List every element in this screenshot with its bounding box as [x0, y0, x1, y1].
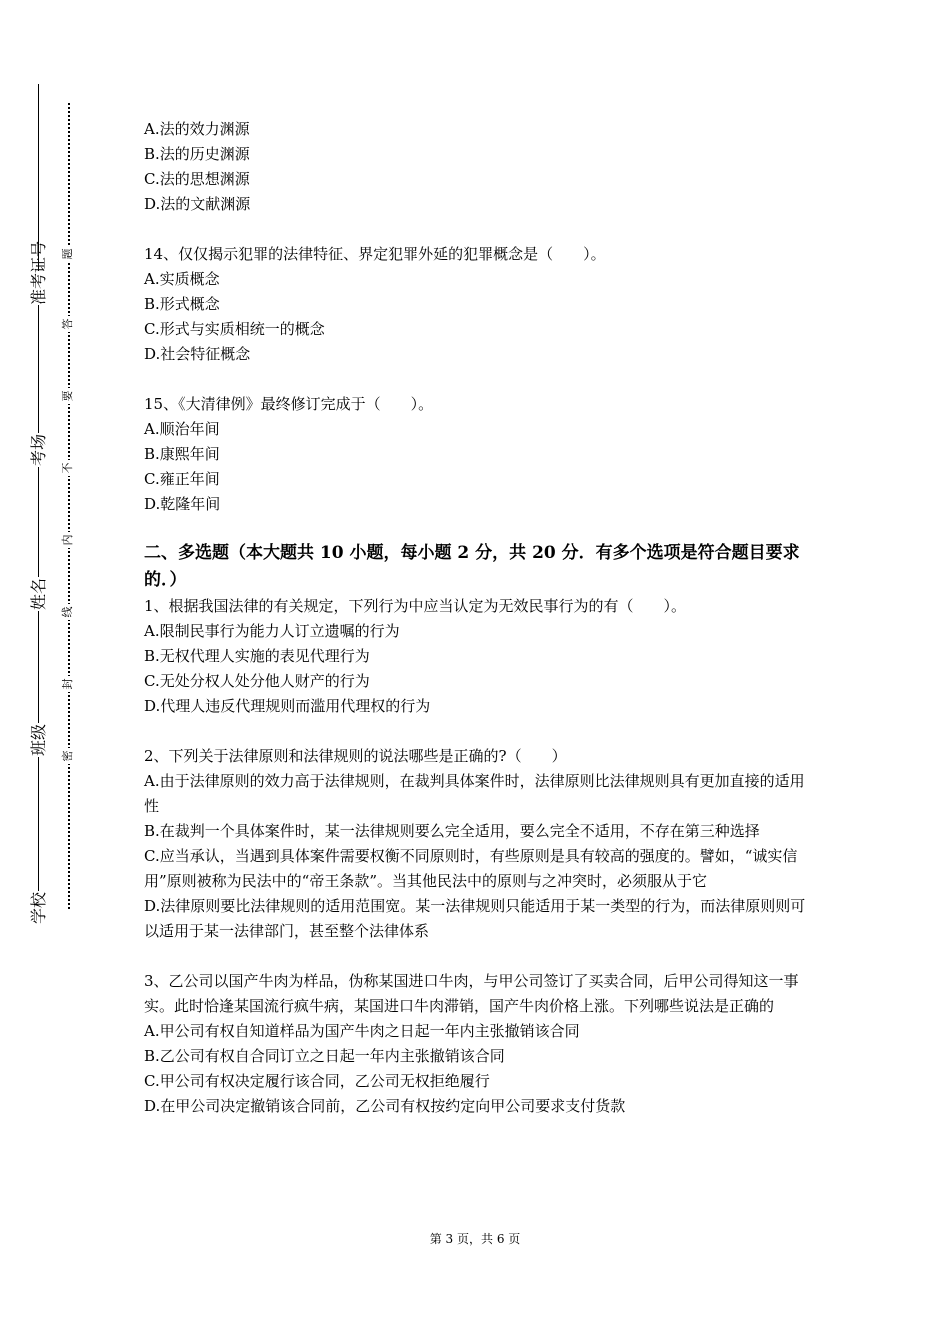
option-c: C.法的思想渊源 — [144, 170, 250, 188]
option-b: B.形式概念 — [144, 295, 220, 313]
option-a: A.由于法律原则的效力高于法律规则，在裁判具体案件时，法律原则比法律规则具有更加直接的适用性 — [144, 772, 805, 815]
option-a: A.甲公司有权自知道样品为国产牛肉之日起一年内主张撤销该合同 — [144, 1022, 580, 1040]
option-a: A.顺治年间 — [144, 420, 220, 438]
multi-question-1 — [144, 594, 812, 719]
option-c: C.甲公司有权决定履行该合同，乙公司无权拒绝履行 — [144, 1072, 490, 1090]
seal-char-2: 答 — [60, 316, 76, 332]
option-b: B.在裁判一个具体案件时，某一法律规则要么完全适用，要么完全不适用，不存在第三种选择 — [144, 822, 760, 840]
question-stem: 1、根据我国法律的有关规定，下列行为中应当认定为无效民事行为的有（ ）。 — [144, 597, 687, 615]
option-d: D.代理人违反代理规则而滥用代理权的行为 — [144, 697, 431, 715]
exam-room-label: 考场 — [29, 434, 48, 467]
option-b: B.康熙年间 — [144, 445, 220, 463]
option-b: B.乙公司有权自合同订立之日起一年内主张撤销该合同 — [144, 1047, 505, 1065]
option-c: C.雍正年间 — [144, 470, 220, 488]
option-a: A.法的效力渊源 — [144, 120, 250, 138]
exam-content — [144, 117, 812, 1144]
seal-char-7: 封 — [60, 676, 76, 692]
multi-question-2 — [144, 744, 812, 944]
seal-char-3: 要 — [60, 388, 76, 404]
seal-char-5: 内 — [60, 532, 76, 548]
question-14 — [144, 242, 812, 367]
option-b: B.法的历史渊源 — [144, 145, 250, 163]
school-label: 学校 — [29, 892, 48, 925]
name-label: 姓名 — [29, 578, 48, 611]
exam-number-label: 准考证号 — [29, 240, 48, 305]
option-d: D.社会特征概念 — [144, 345, 251, 363]
option-d: D.法律原则要比法律规则的适用范围宽。某一法律规则只能适用于某一类型的行为，而法律原则则可以适用于某一法律部门，甚至整个法律体系 — [144, 897, 806, 940]
question-stem: 14、仅仅揭示犯罪的法律特征、界定犯罪外延的犯罪概念是（ ）。 — [144, 245, 606, 263]
page-number-footer: 第 3 页，共 6 页 — [429, 1232, 521, 1246]
question-stem: 2、下列关于法律原则和法律规则的说法哪些是正确的?（ ） — [144, 747, 567, 765]
section-title-multiple-choice: 二、多选题（本大题共 10 小题，每小题 2 分，共 20 分．有多个选项是符合题目要求的．） — [144, 543, 800, 590]
option-d: D.法的文献渊源 — [144, 195, 251, 213]
question-13-options — [144, 117, 812, 217]
seal-char-4: 不 — [60, 460, 76, 476]
multi-question-3 — [144, 969, 812, 1119]
binding-solid-line — [38, 84, 39, 910]
option-c: C.无处分权人处分他人财产的行为 — [144, 672, 370, 690]
class-label: 班级 — [29, 724, 48, 757]
option-a: A.限制民事行为能力人订立遗嘱的行为 — [144, 622, 400, 640]
seal-char-6: 线 — [60, 604, 76, 620]
option-c: C.应当承认，当遇到具体案件需要权衡不同原则时，有些原则是具有较高的强度的。譬如，“诚实信用”原则被称为民法中的“帝王条款”。当其他民法中的原则与之冲突时，必须服从于它 — [144, 847, 798, 890]
option-b: B.无权代理人实施的表见代理行为 — [144, 647, 370, 665]
seal-dotted-line — [68, 103, 70, 909]
option-d: D.在甲公司决定撤销该合同前，乙公司有权按约定向甲公司要求支付货款 — [144, 1097, 626, 1115]
seal-char-1: 题 — [60, 246, 76, 262]
question-stem: 15、《大清律例》最终修订完成于（ ）。 — [144, 395, 434, 413]
question-15 — [144, 392, 812, 517]
option-c: C.形式与实质相统一的概念 — [144, 320, 325, 338]
option-d: D.乾隆年间 — [144, 495, 221, 513]
seal-char-8: 密 — [60, 748, 76, 764]
question-stem: 3、乙公司以国产牛肉为样品，伪称某国进口牛肉，与甲公司签订了买卖合同，后甲公司得知这一事实。此时恰逢某国流行疯牛病，某国进口牛肉滞销，国产牛肉价格上涨。下列哪些说法是正确的 — [144, 972, 799, 1015]
option-a: A.实质概念 — [144, 270, 220, 288]
